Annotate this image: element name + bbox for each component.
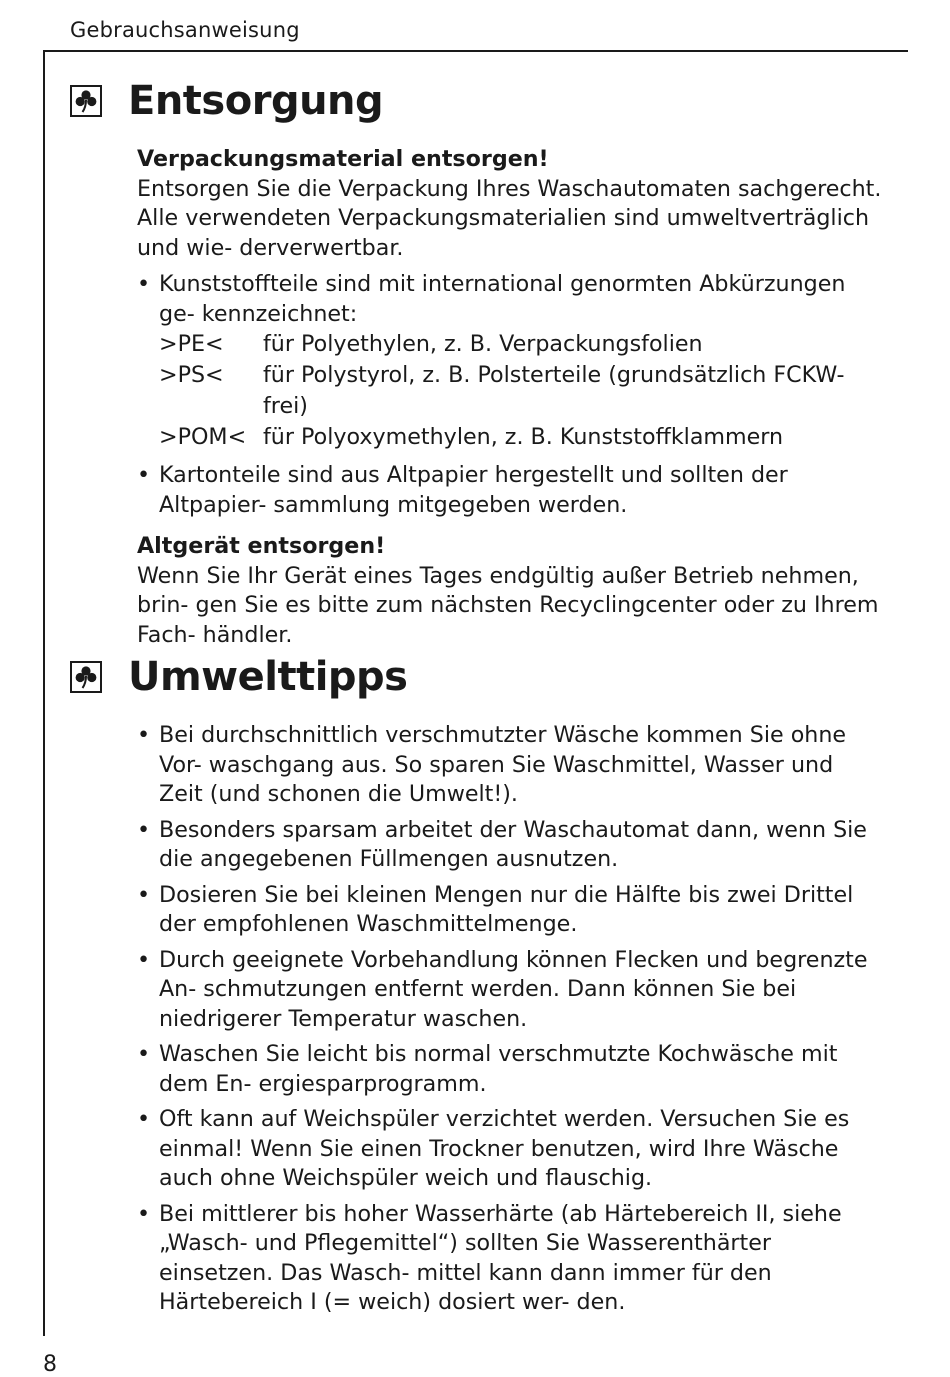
list-item: • Dosieren Sie bei kleinen Mengen nur die Hälfte bis zwei Drittel der empfohlenen Waschmittelmenge. [137, 881, 882, 940]
running-header: Gebrauchsanweisung [70, 18, 300, 42]
material-code: >POM< [159, 424, 247, 450]
list-item: • Durch geeignete Vorbehandlung können Flecken und begrenzte An- schmutzungen entfernt werden. Dann können Sie bei niedrigerer Temperatur waschen. [137, 946, 882, 1035]
clover-icon [70, 85, 102, 117]
material-desc: für Polyoxymethylen, z. B. Kunststoffklammern [263, 424, 784, 450]
section-heading-entsorgung [70, 78, 383, 124]
page-number: 8 [43, 1352, 57, 1377]
header-rule [43, 50, 908, 52]
clover-icon [70, 661, 102, 693]
section-title: Umwelttipps [128, 654, 408, 700]
material-row [137, 329, 882, 360]
old-device-text: Wenn Sie Ihr Gerät eines Tages endgültig außer Betrieb nehmen, brin- gen Sie es bitte zum nächsten Recyclingcenter oder zu Ihrem Fach- händler. [137, 562, 879, 648]
packaging-heading: Verpackungsmaterial entsorgen! [137, 146, 549, 172]
material-desc: für Polyethylen, z. B. Verpackungsfolien [263, 331, 703, 357]
list-item: • Besonders sparsam arbeitet der Waschautomat dann, wenn Sie die angegebenen Füllmengen ausnutzen. [137, 816, 882, 875]
section-heading-umwelttipps [70, 654, 407, 700]
material-desc: für Polystyrol, z. B. Polsterteile (grundsätzlich FCKW-frei) [263, 362, 845, 419]
material-row [137, 360, 882, 422]
material-code: >PS< [159, 362, 224, 388]
list-item: • Kartonteile sind aus Altpapier hergestellt und sollten der Altpapier- sammlung mitgegeben werden. [137, 461, 882, 520]
list-item: • Kunststoffteile sind mit international genormten Abkürzungen ge- kennzeichnet: [137, 270, 882, 329]
packaging-text: Entsorgen Sie die Verpackung Ihres Waschautomaten sachgerecht. Alle verwendeten Verpackungsmaterialien sind umweltverträglich und wie- derverwertbar. [137, 175, 882, 261]
section-title: Entsorgung [128, 78, 384, 124]
list-item: • Bei mittlerer bis hoher Wasserhärte (ab Härtebereich II, siehe „Wasch- und Pflegemittel“) sollten Sie Wasserenthärter einsetzen. Das Wasch- mittel kann dann immer für den Härtebereich I (= weich) dosiert wer- den. [137, 1200, 882, 1318]
old-device-heading: Altgerät entsorgen! [137, 533, 386, 559]
material-code: >PE< [159, 331, 224, 357]
umwelttipps-body [137, 721, 882, 1318]
list-item: • Bei durchschnittlich verschmutzter Wäsche kommen Sie ohne Vor- waschgang aus. So sparen Sie Waschmittel, Wasser und Zeit (und schonen die Umwelt!). [137, 721, 882, 810]
material-row [137, 422, 882, 453]
list-item: • Oft kann auf Weichspüler verzichtet werden. Versuchen Sie es einmal! Wenn Sie einen Trockner benutzen, wird Ihre Wäsche auch ohne Weichspüler weich und flauschig. [137, 1105, 882, 1194]
list-item: • Waschen Sie leicht bis normal verschmutzte Kochwäsche mit dem En- ergiesparprogramm. [137, 1040, 882, 1099]
entsorgung-body [137, 145, 882, 650]
margin-rule [43, 50, 45, 1336]
